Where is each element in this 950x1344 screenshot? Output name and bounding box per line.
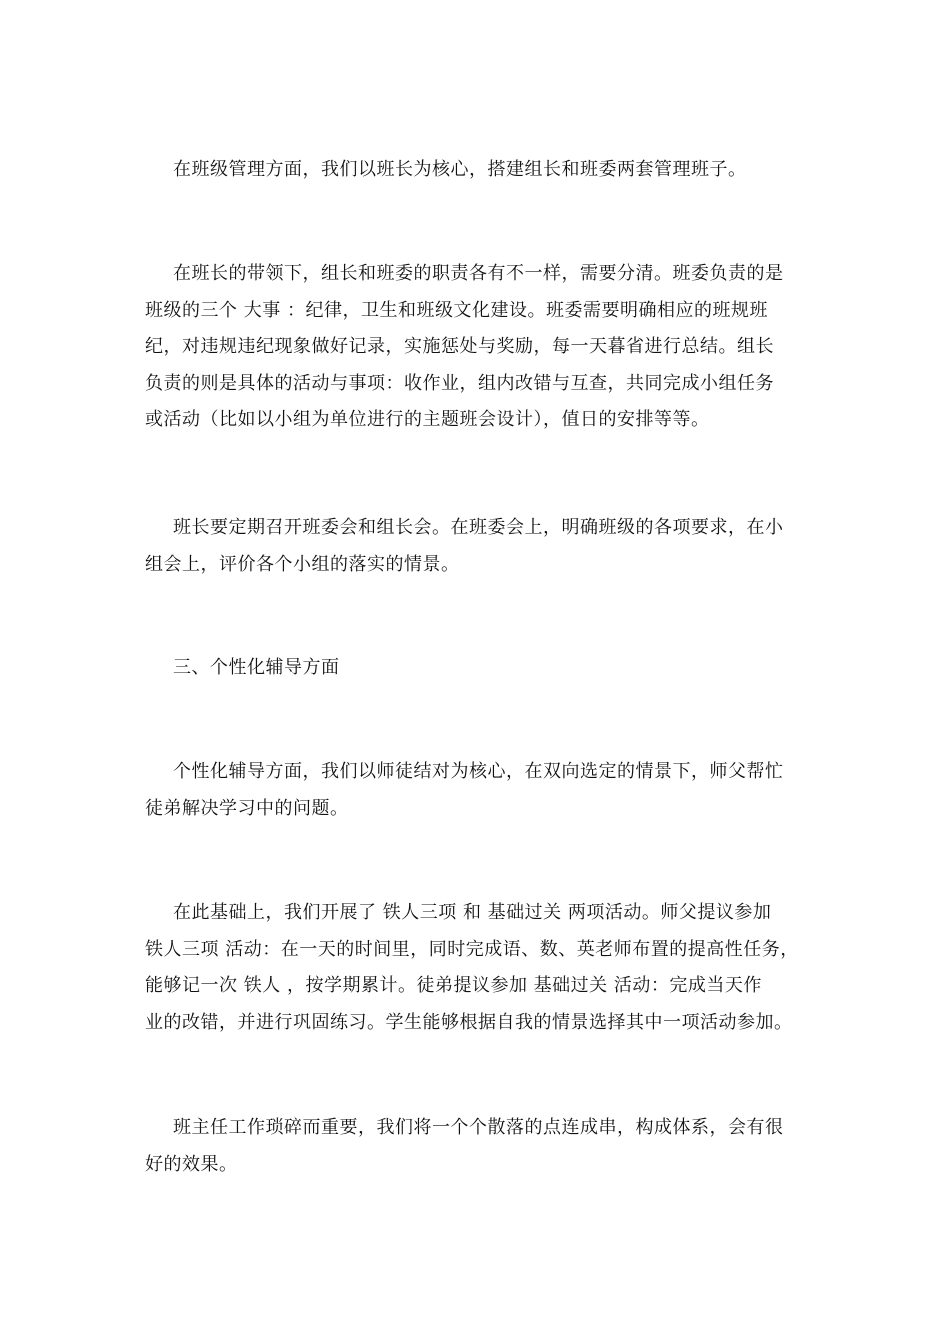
text-line: 好的效果。 bbox=[145, 1153, 238, 1175]
paragraph-mentor-pairing bbox=[145, 754, 815, 827]
text-line: 或活动（比如以小组为单位进行的主题班会设计），值日的安排等等。 bbox=[145, 409, 710, 430]
text-line: 纪，对违规违纪现象做好记录，实施惩处与奖励，每一天暮省进行总结。组长 bbox=[145, 336, 774, 357]
text-line: 在班级管理方面，我们以班长为核心，搭建组长和班委两套管理班子。 bbox=[173, 159, 747, 180]
text-line: 班级的三个 大事 ：纪律，卫生和班级文化建设。班委需要明确相应的班规班 bbox=[145, 299, 768, 321]
text-line: 徒弟解决学习中的问题。 bbox=[145, 797, 349, 819]
section-heading-personalized-tutoring bbox=[145, 650, 815, 687]
paragraph-activities bbox=[145, 895, 815, 1041]
text-line: 能够记一次 铁人 ，按学期累计。徒弟提议参加 基础过关 活动：完成当天作 bbox=[145, 975, 762, 996]
text-line: 个性化辅导方面，我们以师徒结对为核心，在双向选定的情景下，师父帮忙 bbox=[173, 761, 784, 782]
text-line: 班主任工作琐碎而重要，我们将一个个散落的点连成串，构成体系，会有很 bbox=[173, 1117, 784, 1138]
text-line: 在班长的带领下，组长和班委的职责各有不一样，需要分清。班委负责的是 bbox=[173, 263, 784, 284]
text-line: 三、个性化辅导方面 bbox=[173, 657, 340, 678]
text-line: 班长要定期召开班委会和组长会。在班委会上，明确班级的各项要求，在小 bbox=[173, 517, 784, 538]
paragraph-class-management-intro bbox=[145, 152, 815, 189]
paragraph-conclusion bbox=[145, 1110, 815, 1183]
text-line: 组会上，评价各个小组的落实的情景。 bbox=[145, 553, 460, 575]
paragraph-meetings bbox=[145, 510, 815, 583]
text-line: 负责的则是具体的活动与事项：收作业，组内改错与互查，共同完成小组任务 bbox=[145, 372, 774, 394]
text-line: 铁人三项 活动：在一天的时间里，同时完成语、数、英老师布置的提高性任务， bbox=[145, 938, 799, 960]
text-line: 业的改错，并进行巩固练习。学生能够根据自我的情景选择其中一项活动参加。 bbox=[145, 1011, 793, 1033]
text-line: 在此基础上，我们开展了 铁人三项 和 基础过关 两项活动。师父提议参加 bbox=[173, 902, 772, 923]
paragraph-monitor-responsibilities bbox=[145, 256, 815, 439]
